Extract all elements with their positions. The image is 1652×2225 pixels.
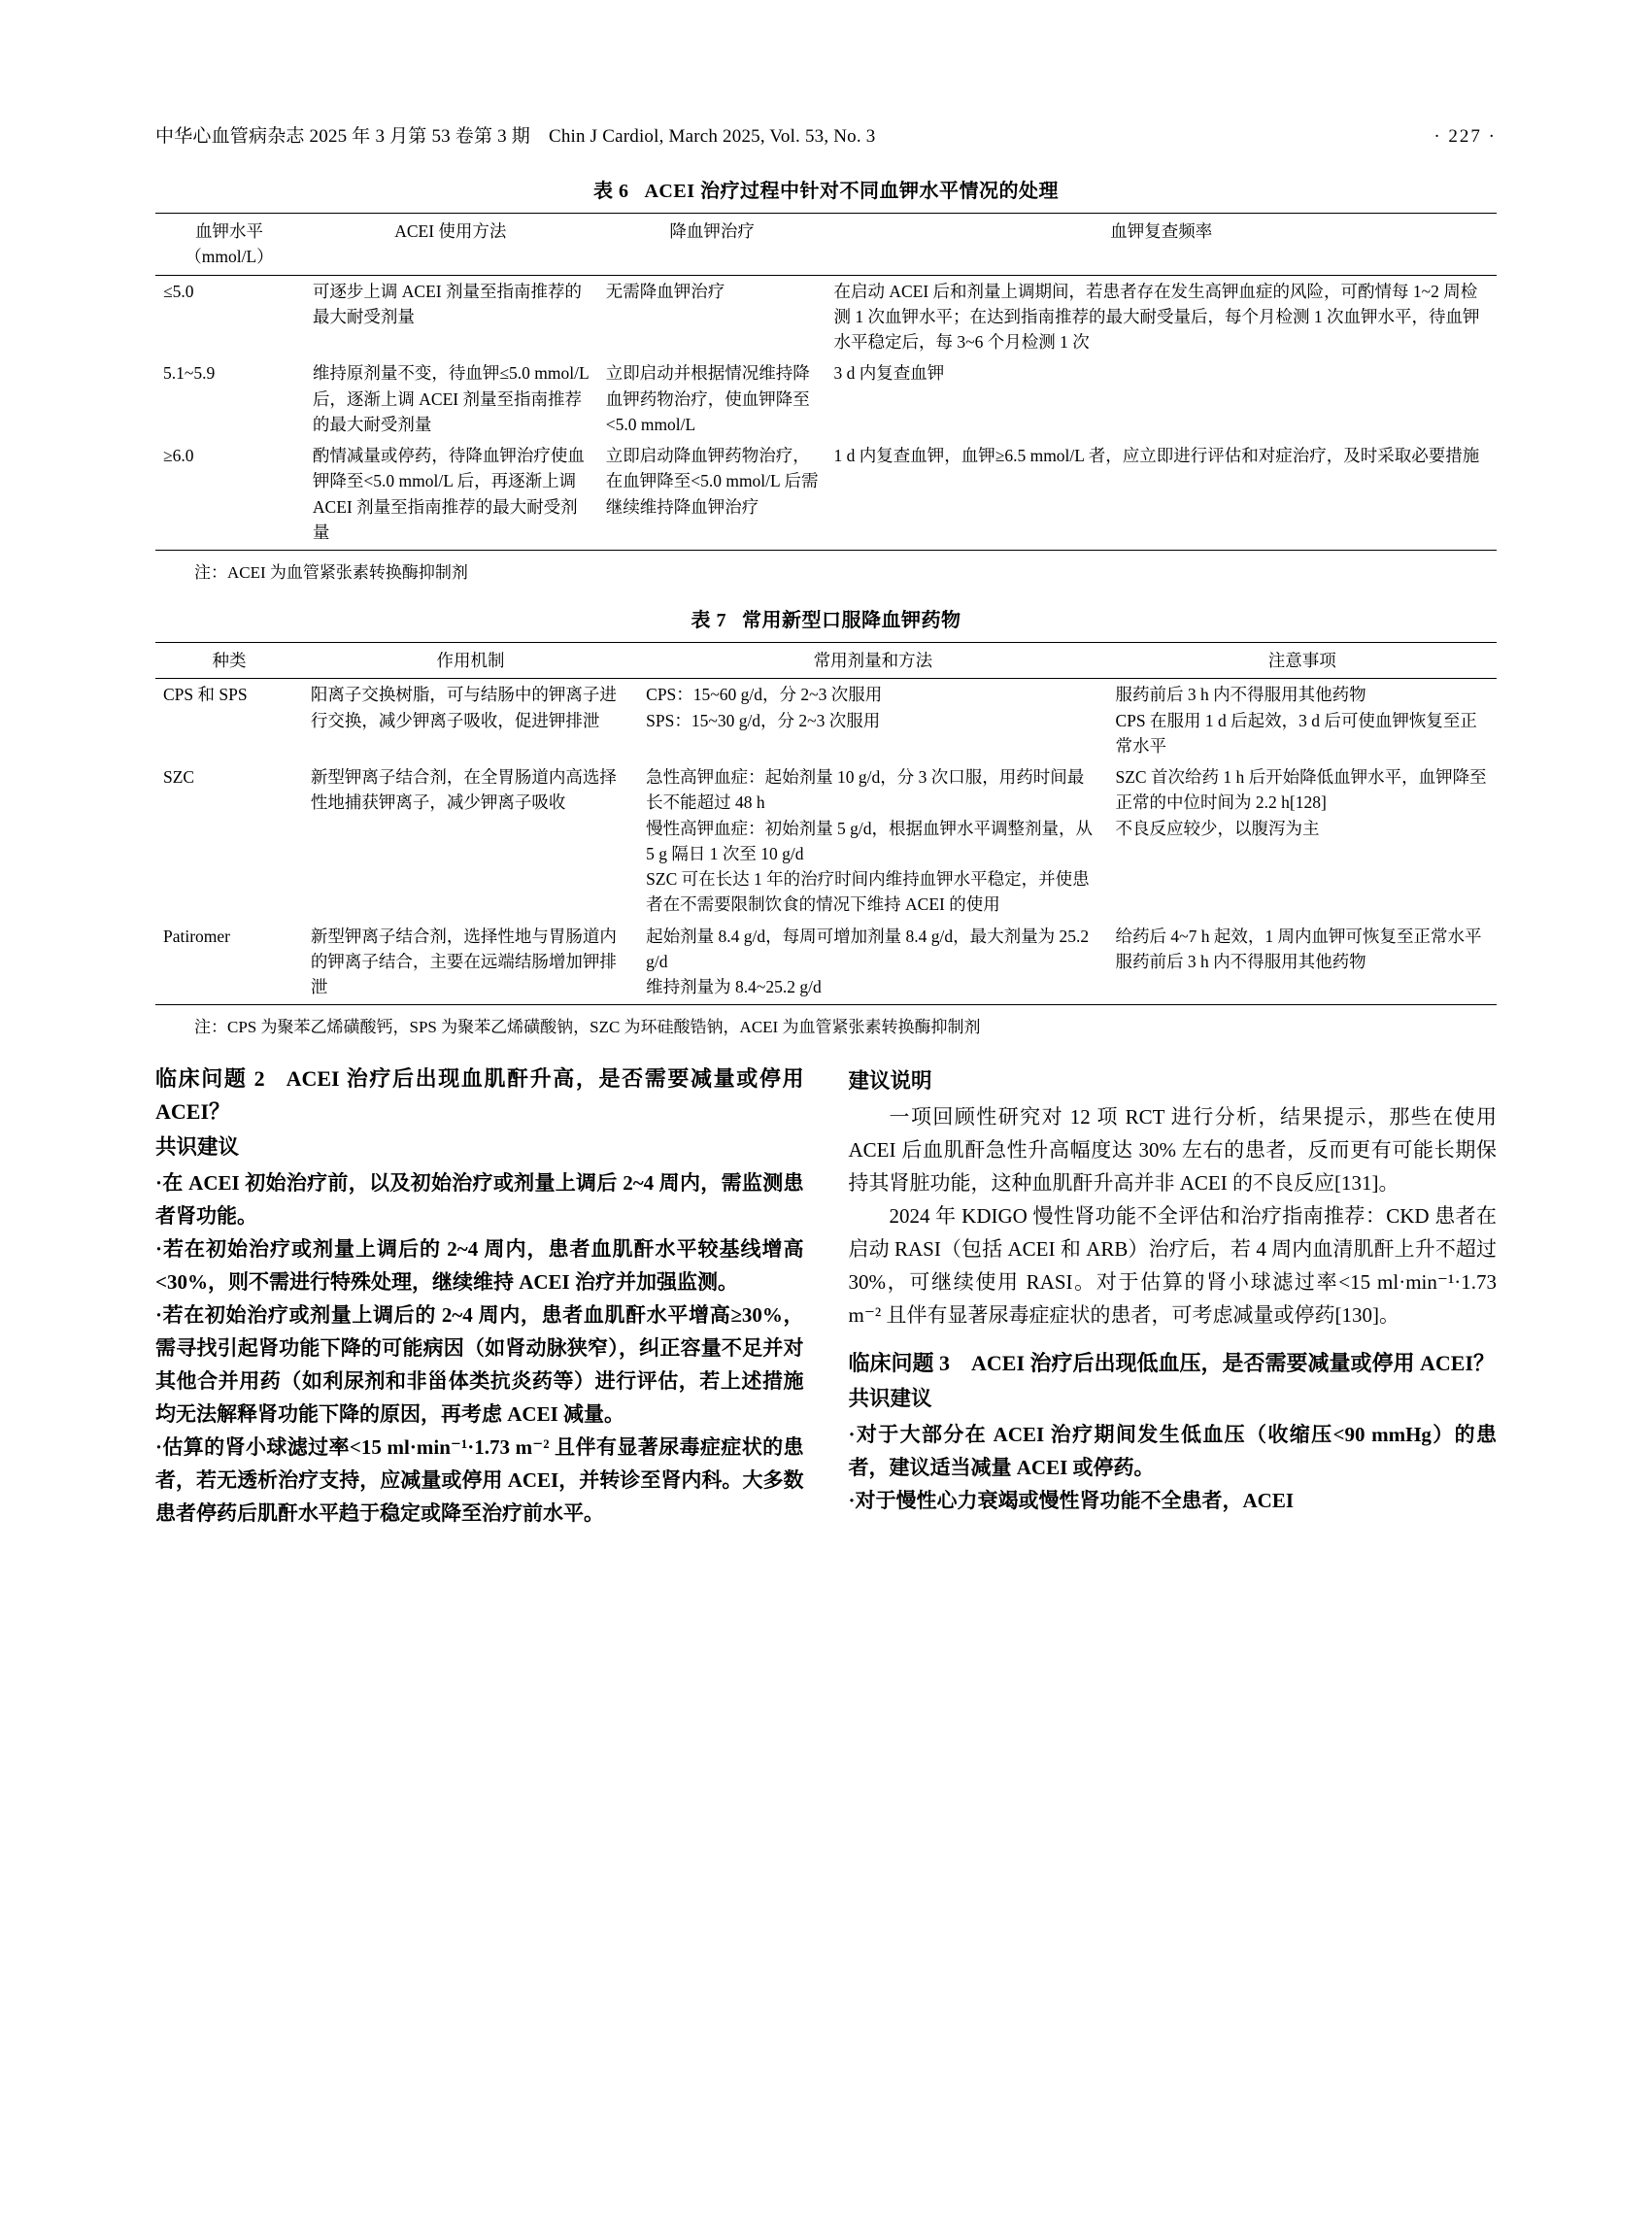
table6-cell-therapy: 立即启动降血钾药物治疗，在血钾降至<5.0 mmol/L 后需继续维持降血钾治疗 <box>605 446 819 517</box>
table7-cell-mechanism: 新型钾离子结合剂，在全胃肠道内高选择性地捕获钾离子，减少钾离子吸收 <box>310 767 617 813</box>
table7-caption-text: 常用新型口服降血钾药物 <box>742 610 961 631</box>
table7-note-line: 服药前后 3 h 内不得服用其他药物 <box>1115 951 1366 971</box>
table6-cell-frequency: 3 d 内复查血钾 <box>833 363 945 384</box>
table7-header-mechanism: 作用机制 <box>436 651 505 670</box>
left-column <box>155 1062 804 1530</box>
table7-dose-line: 慢性高钾血症：初始剂量 5 g/d，根据血钾水平调整剂量，从 5 g 隔日 1 次至 10 g/d <box>646 818 1094 863</box>
consensus-bullet: ·对于慢性心力衰竭或慢性肾功能不全患者，ACEI <box>848 1489 1295 1513</box>
table6-header-frequency: 血钾复查频率 <box>1110 221 1213 241</box>
table-row <box>155 679 1497 761</box>
table7-cell-dose <box>638 679 1107 761</box>
consensus-bullet: ·对于大部分在 ACEI 治疗期间发生低血压（收缩压<90 mmHg）的患者，建议适当减量 ACEI 或停药。 <box>848 1423 1497 1480</box>
table7-dose-line: 急性高钾血症：起始剂量 10 g/d，分 3 次口服，用药时间最长不能超过 48 h <box>646 767 1085 813</box>
table6-caption-text: ACEI 治疗过程中针对不同血钾水平情况的处理 <box>644 181 1059 202</box>
table6-note: 注：ACEI 为血管紧张素转换酶抑制剂 <box>194 563 468 582</box>
table6-cell-level: 5.1~5.9 <box>163 363 216 384</box>
journal-title-cn: 中华心血管病杂志 2025 年 3 月第 53 卷第 3 期 <box>155 126 531 147</box>
body-columns <box>155 1062 1497 1530</box>
table-row <box>155 921 1497 1003</box>
table6-cell-level: ≤5.0 <box>163 281 194 301</box>
table6-cell-therapy: 立即启动并根据情况维持降血钾药物治疗，使血钾降至<5.0 mmol/L <box>605 363 810 434</box>
consensus-bullet: ·若在初始治疗或剂量上调后的 2~4 周内，患者血肌酐水平增高≥30%，需寻找引起肾功能下降的可能病因（如肾动脉狭窄），纠正容量不足并对其他合并用药（如利尿剂和非甾体类抗炎药等）进行评估，若上述措施均无法解释肾功能下降的原因，再考虑 ACEI 减量。 <box>155 1303 804 1427</box>
table6-cell-level: ≥6.0 <box>163 446 194 465</box>
question-text: ACEI 治疗后出现血肌酐升高，是否需要减量或停用 ACEI？ <box>155 1066 804 1125</box>
consensus-heading: 共识建议 <box>848 1387 932 1411</box>
consensus-heading: 共识建议 <box>155 1135 240 1160</box>
table7-dose-line: CPS：15~60 g/d，分 2~3 次服用 <box>646 685 883 705</box>
table7-note-line: 给药后 4~7 h 起效，1 周内血钾可恢复至正常水平 <box>1115 926 1482 946</box>
table7-cell-notes <box>1108 761 1498 921</box>
table6-cell-frequency: 在启动 ACEI 后和剂量上调期间，若患者存在发生高钾血症的风险，可酌情每 1~2 周检测 1 次血钾水平；在达到指南推荐的最大耐受量后，每个月检测 1 次血钾水平，待血钾水平稳定后，每 3~6 个月检测 1 次 <box>833 281 1480 352</box>
journal-title-en: Chin J Cardiol, March 2025, Vol. 53, No. 3 <box>548 126 876 147</box>
consensus-bullet: ·在 ACEI 初始治疗前，以及初始治疗或剂量上调后 2~4 周内，需监测患者肾功能。 <box>155 1171 804 1229</box>
table6-header-acei: ACEI 使用方法 <box>394 221 507 241</box>
table7-dose-line: SZC 可在长达 1 年的治疗时间内维持血钾水平稳定，并使患者在不需要限制饮食的情况下维持 ACEI 的使用 <box>646 869 1090 915</box>
table7-dose-line: SPS：15~30 g/d，分 2~3 次服用 <box>646 710 881 730</box>
table-row <box>155 275 1497 357</box>
table-row <box>155 761 1497 921</box>
explanation-paragraph: 一项回顾性研究对 12 项 RCT 进行分析，结果提示，那些在使用 ACEI 后血肌酐急性升高幅度达 30% 左右的患者，反而更有可能长期保持其肾脏功能，这种血肌酐升高并非 ACEI 的不良反应[131]。 <box>848 1105 1497 1196</box>
running-head <box>155 121 1497 153</box>
table7-caption <box>155 604 1497 632</box>
table6-header-level-line2: （mmol/L） <box>185 247 274 267</box>
table6-caption-number: 表 6 <box>592 181 629 202</box>
table7-header-dose: 常用剂量和方法 <box>813 651 933 670</box>
table-row <box>155 440 1497 548</box>
table7-cell-kind: Patiromer <box>163 926 231 946</box>
table-row <box>155 357 1497 440</box>
table7-note: 注：CPS 为聚苯乙烯磺酸钙，SPS 为聚苯乙烯磺酸钠，SZC 为环硅酸锆钠，ACEI 为血管紧张素转换酶抑制剂 <box>194 1018 981 1037</box>
question-text: ACEI 治疗后出现低血压，是否需要减量或停用 ACEI？ <box>971 1351 1496 1376</box>
table7-note-line: 不良反应较少，以腹泻为主 <box>1115 818 1320 838</box>
table7-dose-line: 维持剂量为 8.4~25.2 g/d <box>646 977 822 996</box>
question-label: 临床问题 2 <box>155 1066 265 1092</box>
table7-dose-line: 起始剂量 8.4 g/d，每周可增加剂量 8.4 g/d，最大剂量为 25.2 g/d <box>646 926 1090 971</box>
table6-header-level-line1: 血钾水平 <box>194 221 263 241</box>
clinical-question-2-heading <box>155 1062 804 1129</box>
table6-cell-frequency: 1 d 内复查血钾，血钾≥6.5 mmol/L 者，应立即进行评估和对症治疗，及时采取必要措施 <box>833 446 1480 465</box>
question-label: 临床问题 3 <box>848 1351 951 1376</box>
table7-cell-mechanism: 阳离子交换树脂，可与结肠中的钾离子进行交换，减少钾离子吸收，促进钾排泄 <box>310 685 617 730</box>
explanation-heading: 建议说明 <box>848 1069 932 1094</box>
consensus-bullet: ·若在初始治疗或剂量上调后的 2~4 周内，患者血肌酐水平较基线增高<30%，则不需进行特殊处理，继续维持 ACEI 治疗并加强监测。 <box>155 1237 804 1295</box>
table7-note-line: 服药前后 3 h 内不得服用其他药物 <box>1115 685 1366 705</box>
right-column <box>849 1062 1498 1530</box>
table6-cell-acei: 可逐步上调 ACEI 剂量至指南推荐的最大耐受剂量 <box>312 281 582 326</box>
table7-cell-mechanism: 新型钾离子结合剂，选择性地与胃肠道内的钾离子结合，主要在远端结肠增加钾排泄 <box>310 926 617 996</box>
table6-cell-therapy: 无需降血钾治疗 <box>605 281 725 301</box>
table6-cell-acei: 维持原剂量不变，待血钾≤5.0 mmol/L 后，逐渐上调 ACEI 剂量至指南推荐的最大耐受剂量 <box>312 363 589 434</box>
table6-header-therapy: 降血钾治疗 <box>669 221 755 241</box>
clinical-question-3-heading <box>849 1347 1498 1380</box>
table7-cell-notes <box>1108 921 1498 1003</box>
table7-note-line: CPS 在服用 1 d 后起效，3 d 后可使血钾恢复至正常水平 <box>1115 710 1477 756</box>
table6-caption <box>155 175 1497 203</box>
table7-cell-dose <box>638 761 1107 921</box>
table7-caption-number: 表 7 <box>691 610 726 631</box>
running-head-left <box>155 121 875 148</box>
table6 <box>155 213 1497 551</box>
table7-header-kind: 种类 <box>212 651 247 670</box>
consensus-bullet: ·估算的肾小球滤过率<15 ml·min⁻¹·1.73 m⁻² 且伴有显著尿毒症症状的患者，若无透析治疗支持，应减量或停用 ACEI，并转诊至肾内科。大多数患者停药后肌酐水平趋于稳定或降至治疗前水平。 <box>155 1435 804 1526</box>
table7 <box>155 642 1497 1005</box>
table6-header-level <box>155 214 303 276</box>
table7-cell-kind: SZC <box>163 767 195 787</box>
table7-cell-dose <box>638 921 1107 1003</box>
table6-cell-acei: 酌情减量或停药，待降血钾治疗使血钾降至<5.0 mmol/L 后，再逐渐上调 ACEI 剂量至指南推荐的最大耐受剂量 <box>312 446 585 542</box>
table7-cell-notes <box>1108 679 1498 761</box>
table7-cell-kind: CPS 和 SPS <box>163 685 248 705</box>
explanation-paragraph: 2024 年 KDIGO 慢性肾功能不全评估和治疗指南推荐：CKD 患者在启动 RASI（包括 ACEI 和 ARB）治疗后，若 4 周内血清肌酐上升不超过 30%，可继续使用 RASI。对于估算的肾小球滤过率<15 ml·min⁻¹·1.73 m⁻² 且伴有显著尿毒症症状的患者，可考虑减量或停药[130]。 <box>848 1204 1497 1328</box>
table7-header-notes: 注意事项 <box>1267 651 1336 670</box>
table7-note-line: SZC 首次给药 1 h 后开始降低血钾水平，血钾降至正常的中位时间为 2.2 h[128] <box>1115 767 1487 813</box>
page-number: · 227 · <box>1433 126 1497 147</box>
